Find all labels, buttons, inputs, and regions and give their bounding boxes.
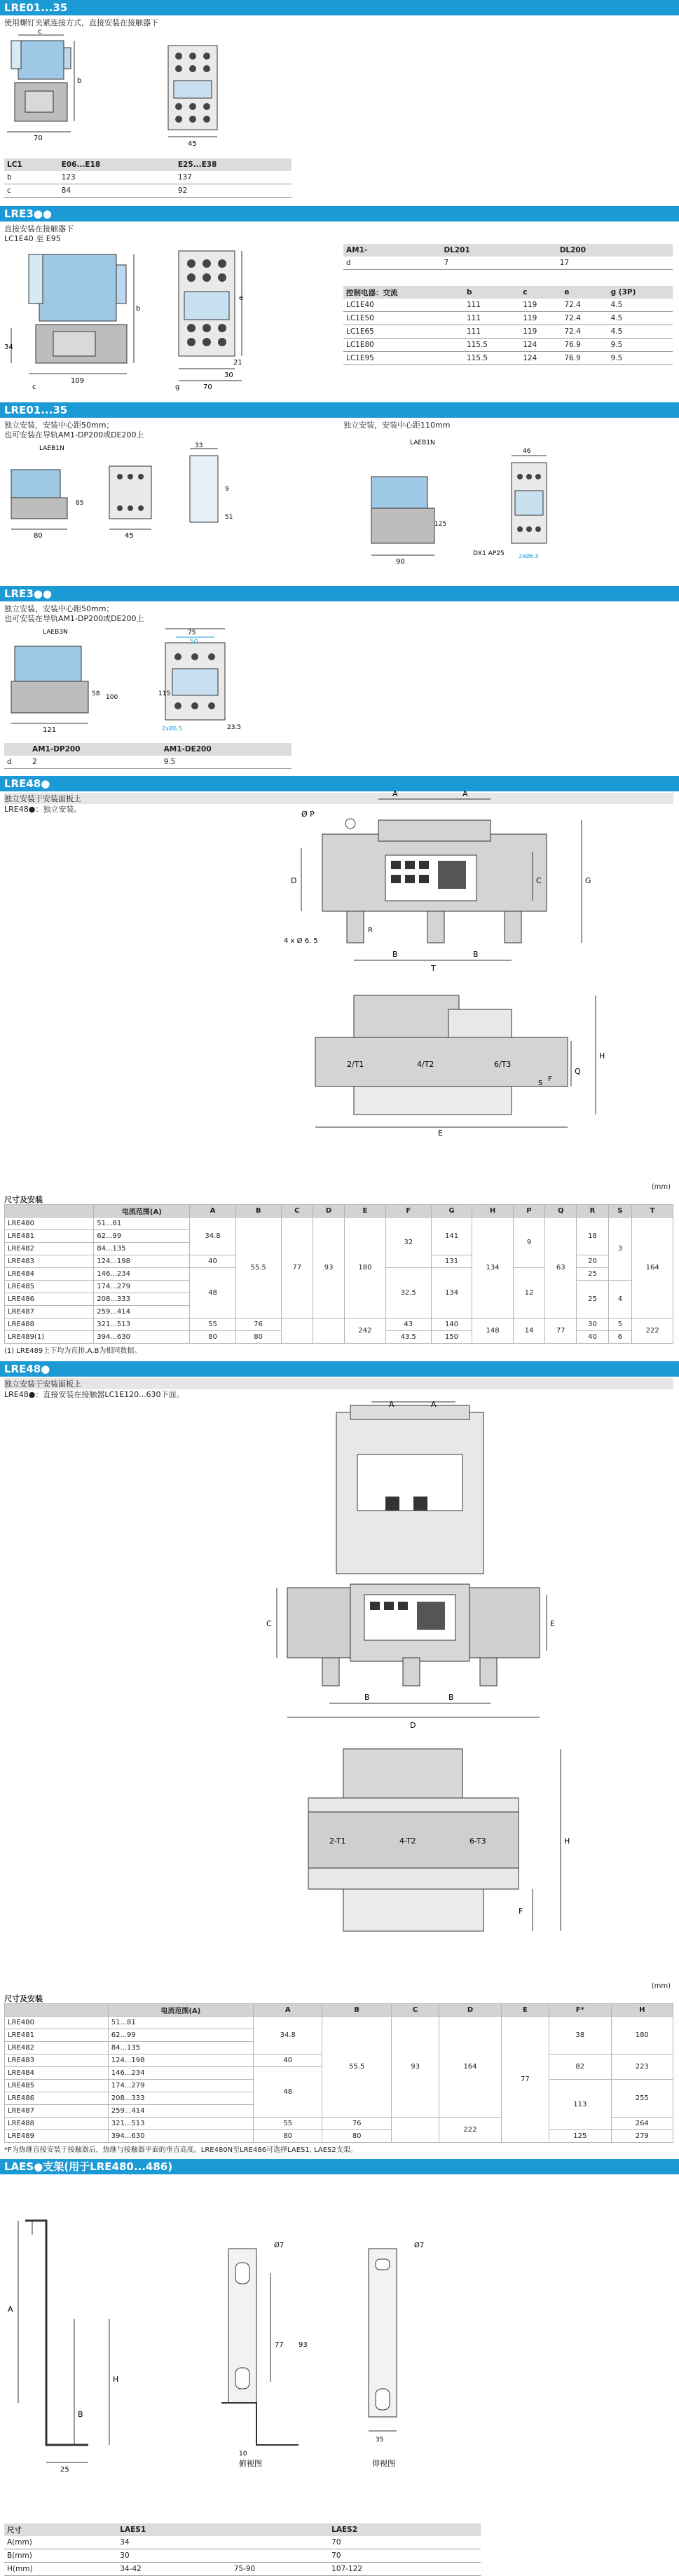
terminal-6t3: 6-T3 xyxy=(469,1836,486,1846)
lre3-front-drawing xyxy=(172,244,249,391)
section-note-2: LC1E40 至 E95 xyxy=(4,234,61,243)
section-bar-lre3-standalone: LRE3●● xyxy=(0,586,679,601)
lre3-rail-table: AM1- DL201 DL200 d 7 17 xyxy=(343,244,673,270)
section-note-2: 也可安装在导轨AM1-DP200或DE200上 xyxy=(4,614,144,623)
label-10: 10 xyxy=(239,2451,247,2458)
section-bar-laes: LAES●支架(用于LRE480...486) xyxy=(0,2159,679,2174)
table-title: 尺寸及安装 xyxy=(4,1195,43,1204)
unit-label: (mm) xyxy=(651,1183,671,1191)
label-G: G xyxy=(585,876,591,885)
label-R: R xyxy=(368,927,373,934)
label-F: F xyxy=(548,1075,552,1083)
dim-109: 109 xyxy=(71,377,85,385)
label-B2: B xyxy=(448,1693,454,1702)
label-35: 35 xyxy=(376,2437,384,2444)
label-C: C xyxy=(266,1619,272,1628)
terminal-2t1: 2-T1 xyxy=(329,1836,346,1846)
dim-51: 51 xyxy=(225,514,233,521)
dim-90: 90 xyxy=(396,558,405,566)
dim-70: 70 xyxy=(34,135,43,142)
dim-115: 115 xyxy=(158,690,171,697)
label-B: B xyxy=(364,1693,370,1702)
label-A: A xyxy=(389,1400,395,1409)
section-subtitle: 独立安装于安装面板上 xyxy=(4,1378,673,1389)
part-label: LAEB1N xyxy=(39,445,64,452)
section-bar-lre3: LRE3●● xyxy=(0,206,679,222)
label-H: H xyxy=(113,2375,119,2384)
dim-45: 45 xyxy=(188,140,197,148)
dim-21: 21 xyxy=(233,359,242,367)
dim-c: c xyxy=(38,28,42,36)
lre3-side-drawing xyxy=(4,244,144,391)
dim-125: 125 xyxy=(434,521,447,528)
label-B2: B xyxy=(473,950,479,959)
dim-g: g xyxy=(175,383,180,391)
dim-121: 121 xyxy=(43,726,57,734)
lre01-dimension-table: LC1 E06...E18 E25...E38 b 123 137 c 84 92 xyxy=(4,158,292,198)
label-A: A xyxy=(8,2305,13,2314)
label-A2: A xyxy=(431,1400,437,1409)
terminal-2t1: 2/T1 xyxy=(347,1060,364,1069)
label-E: E xyxy=(438,1129,443,1138)
label-hole-7a: Ø7 xyxy=(274,2242,284,2249)
terminal-4t2: 4/T2 xyxy=(417,1060,434,1069)
section-note: LRE48●：独立安装。 xyxy=(4,805,82,814)
lre3-standalone-rail-table: AM1-DP200 AM1-DE200 d 2 9.5 xyxy=(4,743,292,769)
rail-label: DX1 AP25 xyxy=(473,550,505,557)
bottom-view-caption: 仰视图 xyxy=(372,2459,395,2468)
holes-label: 2xØ6.5 xyxy=(162,725,182,732)
label-D: D xyxy=(291,876,297,885)
dim-c: c xyxy=(32,383,36,391)
label-F: F xyxy=(519,1907,523,1916)
section-bar-lre01-35: LRE01...35 xyxy=(0,0,679,15)
section-bar-lre48: LRE48● xyxy=(0,776,679,791)
dim-75: 75 xyxy=(188,629,196,636)
label-25: 25 xyxy=(60,2466,69,2474)
section-subtitle: 独立安装于安装面板上 xyxy=(4,793,673,804)
section-note: LRE48●：直接安装在接触器LC1E120...630下面。 xyxy=(4,1390,184,1399)
label-hole-7b: Ø7 xyxy=(414,2242,425,2249)
section-note-1: 独立安装，安装中心距50mm； xyxy=(4,421,114,430)
section-note-1: 独立安装，安装中心距50mm； xyxy=(4,604,114,613)
label-P: Ø P xyxy=(301,810,315,819)
table-footnote: *F为热继直接安装于接触器后，热继与接触器平面的垂直高度。LRE480N至LRE486可选择LAES1, LAES2支架。 xyxy=(4,2146,357,2154)
label-T: T xyxy=(431,964,436,973)
lre01-110mm-drawing xyxy=(343,435,589,568)
lre01-standalone-drawing xyxy=(4,442,270,540)
laes-dimension-table: 尺寸 LAES1 LAES2 A(mm) 34 70 B(mm) 30 70 H(mm) 34-42 75-90 107-122 xyxy=(4,2523,481,2576)
dim-80: 80 xyxy=(34,532,43,540)
label-A: A xyxy=(392,789,398,798)
lre3-contactor-table: 控制电器：交流 b c e g (3P) LC1E40 111 119 72.4 4.5 LC1E50 111 119 72.4 4.5 LC1E65 111 119 72.4 4.5 LC1E80 115.5 124 76.9 9.5 LC1E95 115.5 124 76.9 9.5 xyxy=(343,286,673,365)
section-note-2: 也可安装在导轨AM1-DP200或DE200上 xyxy=(4,430,144,439)
part-label-2: LAEB1N xyxy=(410,439,435,447)
label-C: C xyxy=(536,876,542,885)
dim-e: e xyxy=(239,294,244,302)
unit-label: (mm) xyxy=(651,1982,671,1990)
lre01-side-drawing xyxy=(4,27,88,149)
lre48-standalone-drawing xyxy=(284,785,624,1178)
dim-30: 30 xyxy=(224,372,233,379)
side-view-caption: 俯视图 xyxy=(239,2459,262,2468)
lre3-standalone-drawing xyxy=(4,625,256,737)
lre01-front-drawing xyxy=(161,42,224,151)
table-footnote: (1) LRE489上下均为直排,A,B为相同数据。 xyxy=(4,1347,142,1355)
laes-bracket-drawing xyxy=(4,2179,670,2508)
dim-33: 33 xyxy=(195,442,203,449)
dim-100: 100 xyxy=(106,694,118,701)
dim-58: 58 xyxy=(92,690,100,697)
section-note: 使用螺钉夹紧连接方式，直接安装在接触器下 xyxy=(4,18,158,27)
section-note-1: 直接安装在接触器下 xyxy=(4,224,74,233)
lre48-direct-drawing xyxy=(266,1398,617,1980)
dim-23-5: 23.5 xyxy=(227,724,242,731)
table-title: 尺寸及安装 xyxy=(4,1994,43,2003)
label-93: 93 xyxy=(299,2341,308,2349)
dim-34: 34 xyxy=(4,343,13,351)
part-label: LAEB3N xyxy=(43,629,68,636)
dim-b: b xyxy=(136,305,141,313)
terminal-6t3: 6/T3 xyxy=(494,1060,512,1069)
terminal-4t2: 4-T2 xyxy=(399,1836,416,1846)
label-A2: A xyxy=(462,789,468,798)
dim-9: 9 xyxy=(225,486,229,493)
label-E: E xyxy=(550,1619,555,1628)
label-B: B xyxy=(78,2410,83,2419)
label-S: S xyxy=(538,1079,543,1087)
section-note-3: 独立安装，安装中心距110mm xyxy=(343,421,451,430)
label-H: H xyxy=(564,1836,570,1846)
section-bar-lre48-direct: LRE48● xyxy=(0,1361,679,1377)
dim-45: 45 xyxy=(125,532,134,540)
label-D: D xyxy=(410,1721,416,1730)
dim-70: 70 xyxy=(203,383,212,391)
lre48-direct-table: 电流范围(A) A B C D E F* H LRE480 51...81 34.8 55.5 93 164 77 38 180 LRE481 62...99 LRE482 84...135 LRE483 124...198 40 82 223 LRE484 146...234 48 LRE485 174...279 113 255 LRE486 208...333 LRE487 259...414 LRE488 321...513 55 76 222 264 LRE489 394...630 80 80 125 279 xyxy=(4,2003,673,2143)
dim-46: 46 xyxy=(523,448,531,455)
label-77: 77 xyxy=(275,2341,284,2349)
dim-50: 50 xyxy=(190,639,198,646)
section-bar-lre01-35-standalone: LRE01...35 xyxy=(0,402,679,418)
holes-label: 2xØ6.5 xyxy=(519,553,539,559)
label-H: H xyxy=(599,1051,605,1061)
lre48-standalone-table: 电流范围(A) A B C D E F G H P Q R S T LRE480 51...81 34.8 55.5 77 93 180 32 141 134 9 63 18 3 164 LRE481 62...99 LRE482 84...135 LRE483 124...198 40 131 20 LRE484 146...234 48 32.5 134 12 25 LRE485 174...279 25 4 LRE486 208...333 LRE487 259...414 LRE488 321...513 55 76 242 43 140 148 14 77 30 5 222 LRE489(1) 394...630 80 80 43.5 150 40 6 xyxy=(4,1204,673,1344)
label-B: B xyxy=(392,950,398,959)
dim-85: 85 xyxy=(76,500,84,507)
label-hole: 4 x Ø 6. 5 xyxy=(284,937,318,945)
dim-b: b xyxy=(77,77,82,85)
label-Q: Q xyxy=(575,1067,581,1076)
